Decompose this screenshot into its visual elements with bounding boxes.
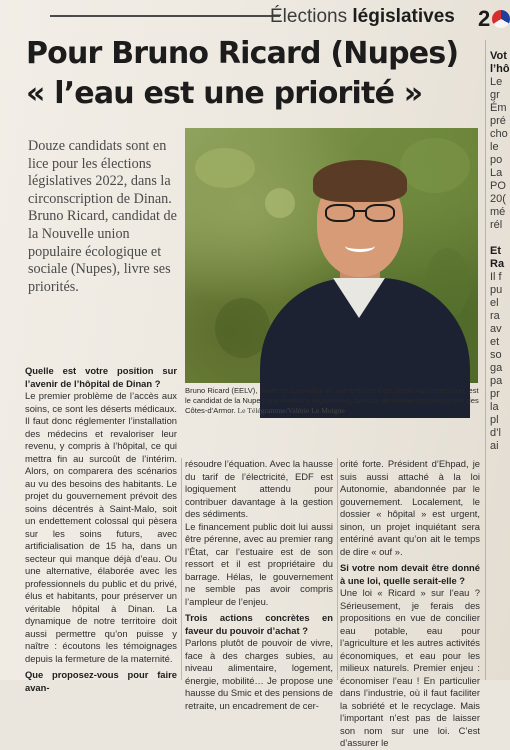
photo-credit: Le Télégramme/Valérie Le Moigne — [235, 406, 345, 415]
sliver-fragment: pl — [490, 414, 499, 426]
question-law: Si votre nom devait être donné à une loi, quelle serait-elle ? — [340, 562, 480, 586]
article-column-2 — [185, 458, 333, 712]
year-mark: 2 — [478, 6, 490, 31]
sliver-fragment: 20( — [490, 193, 506, 205]
sliver-fragment: pu — [490, 284, 503, 296]
sliver-fragment: l’hô — [490, 63, 510, 75]
sliver-fragment: et — [490, 336, 500, 348]
sliver-fragment: La — [490, 167, 503, 179]
sliver-fragment: Et — [490, 245, 501, 257]
candidate-photo — [185, 128, 478, 383]
section-tag-light: Élections — [270, 6, 353, 27]
sliver-fragment: ga — [490, 362, 503, 374]
intro-paragraph: Douze candidats sont en lice pour les élections législatives 2022, dans la circonscription de Dinan. Bruno Ricard, candidat de la Nouvelle union populaire écologique et sociale (Nupes), livre ses priorités. — [28, 138, 177, 295]
sliver-fragment: la — [490, 401, 499, 413]
sliver-fragment — [490, 232, 510, 245]
sliver-fragment: Ém — [490, 102, 507, 114]
sliver-fragment: gr — [490, 89, 500, 101]
question-purchasing-power: Trois actions concrètes en faveur du pouvoir d’achat ? — [185, 612, 333, 636]
photo-caption — [185, 386, 480, 416]
section-tag-bold: législatives — [352, 6, 455, 27]
sliver-fragment: ra — [490, 310, 500, 322]
flag-logo-icon — [492, 10, 510, 28]
caption-text: Bruno Ricard (EELV), maire de Lanvallay et vice-président de Dinan Agglomération, est le candidat de la Nupes aux élections législatives, dans la deuxième circonscription des Côtes-d’Armor. — [185, 386, 479, 415]
answer-hospital: Le premier problème de l’accès aux soins, ce sont les déserts médicaux. Il faut donc réglementer l’installation des médecins et revaloriser leur revenu, y compris à l’hôpital, ce qui mettra fin au surcoût de l’intérim. Alors, on comparera des scénarios au vu des besoins des habitants. Le projet du gouvernement prévoit des soins décentrés à Saint-Malo, soit un endettement colossal qui pèsera sur les soins futurs, avec artificialisation de 15 ha, dans un secteur qui manque déjà d’eau. Ou une alternative, élaborée avec les professionnels du public et du privé, élus et habitants, pour préserver un véritable hôpital à Dinan. La dynamique de notre territoire doit aussi permettre qu’on puisse y naître : écoutons les témoignages depuis la fermeture de la maternité. — [25, 390, 177, 664]
article-column-3 — [340, 458, 480, 750]
sliver-fragment: po — [490, 154, 503, 166]
sliver-fragment: PO — [490, 180, 506, 192]
question-hospital: Quelle est votre position sur l’avenir de l’hôpital de Dinan ? — [25, 365, 177, 389]
sliver-fragment: el — [490, 297, 499, 309]
glasses-icon — [325, 204, 397, 222]
sliver-fragment: Le — [490, 76, 503, 88]
sliver-fragment: av — [490, 323, 502, 335]
column-divider — [485, 40, 486, 680]
sliver-fragment: Il f — [490, 271, 502, 283]
article-column-1 — [25, 365, 177, 694]
sliver-fragment: rél — [490, 219, 503, 231]
sliver-fragment: Ra — [490, 258, 505, 270]
sliver-fragment: le — [490, 141, 499, 153]
sliver-fragment: pr — [490, 388, 500, 400]
headline-line-1: Pour Bruno Ricard (Nupes) — [26, 36, 459, 71]
column3-paragraph-1: orité forte. Président d’Ehpad, je suis aussi attaché à la loi Autonomie, abandonnée par le gouvernement. Localement, le dossier « hôpital » est urgent, sinon, un projet inquiétant sera entériné avant qu’on ait le temps de dire « ouf ». — [340, 458, 480, 557]
person-hair — [313, 160, 407, 202]
sliver-fragment: so — [490, 349, 502, 361]
person-smile — [345, 240, 375, 252]
sliver-fragment: ai — [490, 440, 499, 452]
column-gutter — [337, 458, 338, 680]
column2-paragraph-2: Le financement public doit lui aussi être pérenne, avec au premier rang l’État, car l’estuaire est de son ressort et il est propriétaire du barrage. Hélas, le gouvernement ne semble pas avoir compris l’ampleur de l’enjeu. — [185, 520, 333, 607]
sliver-fragment: Vot — [490, 50, 507, 62]
sliver-fragment: pré — [490, 115, 506, 127]
column2-paragraph-1: résoudre l’équation. Avec la hausse du tarif de l’électricité, EDF est logiquement attendu pour contribuer davantage à la gestion des sédiments. — [185, 458, 333, 519]
sliver-fragment: cho — [490, 128, 508, 140]
header-rule — [50, 15, 280, 17]
headline — [26, 34, 476, 114]
adjacent-article-sliver — [490, 50, 510, 680]
sliver-fragment: mé — [490, 206, 506, 218]
question-next: Que proposez-vous pour faire avan- — [25, 669, 177, 693]
column-gutter — [181, 458, 182, 680]
answer-law: Une loi « Ricard » sur l’eau ? Sérieusement, je ferais des propositions en vue de concilier eau potable, eau pour l’agriculture et les autres activités économiques, et eau pour les milieux naturels. Premier enjeu : économiser l’eau ! En particulier dans l’industrie, où il faut faciliter la sobriété et le recyclage. Mais l’important n’est pas de laisser son nom sur une loi. C’est d’assurer le — [340, 587, 480, 748]
section-tag — [270, 6, 455, 28]
sliver-fragment: pa — [490, 375, 503, 387]
headline-line-2: « l’eau est une priorité » — [26, 76, 423, 111]
sliver-fragment: d’l — [490, 427, 502, 439]
answer-purchasing-power: Parlons plutôt de pouvoir de vivre, face à des charges subies, au niveau alimentaire, logement, énergie, mobilité… Je propose une hausse du Smic et des pensions de retraite, un encadrement de cer- — [185, 637, 334, 711]
